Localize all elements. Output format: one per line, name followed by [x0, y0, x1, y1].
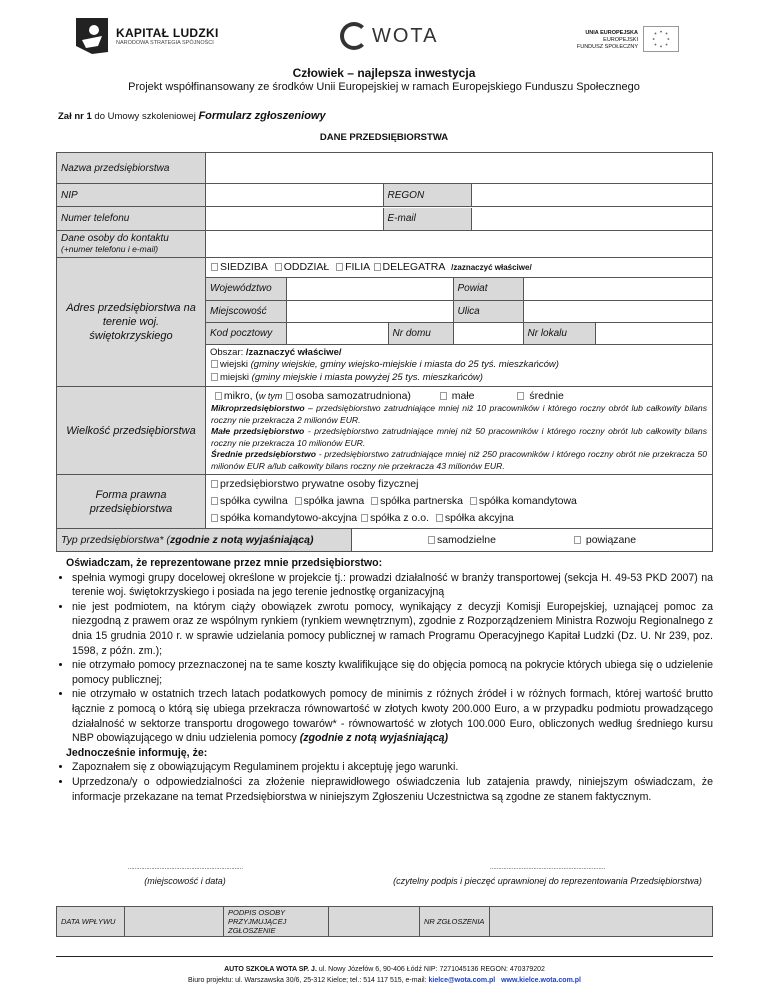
forma-opt-4: spółka komandytowa	[478, 495, 577, 507]
checkbox-forma-6[interactable]	[361, 514, 368, 522]
section-heading: DANE PRZEDSIĘBIORSTWA	[319, 132, 449, 143]
company-form-table	[56, 152, 713, 529]
attachment-line	[58, 110, 326, 122]
label-tel: Numer telefonu	[57, 207, 206, 231]
opt-siedziba: SIEDZIBA	[220, 261, 268, 273]
place-dots: ……………………………………………………………	[127, 865, 243, 871]
place-date-field[interactable]	[90, 862, 280, 888]
forma-opt-3: spółka partnerska	[380, 495, 463, 507]
label-typ-note: zgodnie z notą wyjaśniającą)	[169, 534, 314, 546]
checkbox-forma-1[interactable]	[211, 497, 218, 505]
decl-head: Oświadczam, że reprezentowane przez mnie przedsiębiorstwo:	[66, 557, 383, 569]
ulica-input[interactable]	[523, 300, 712, 322]
opt-oddzial: ODDZIAŁ	[283, 261, 330, 273]
forma-opt-6: spółka z o.o.	[370, 512, 430, 524]
zal-form: Formularz zgłoszeniowy	[198, 110, 326, 122]
nr-domu-input[interactable]	[453, 322, 523, 344]
label-powiat: Powiat	[453, 278, 523, 300]
opt-srednie: średnie	[529, 390, 564, 402]
decl-item: • spełnia wymogi grupy docelowej określone w projekcie tj.: prowadzi działalność w branży transportowej (sekcja H. 49-53 PKD 2007) na terenie woj. świętokrzyskiego i posiada na jego terenie jednostkę organizacyjną	[72, 571, 713, 600]
decl-item: • nie jest podmiotem, na którym ciąży obowiązek zwrotu pomocy, wynikający z decyzji Komisji Europejskiej, uznającej pomoc za niezgodną z prawem oraz ze wspólnym rynkiem (rynkiem wewnętrznym), zgodnie z Rozporządzeniem Ministra Rozwoju Regionalnego z dnia 15 grudnia 2010 r. w sprawie udzielania pomocy publicznej w ramach Programu Operacyjnego Kapitał Ludzki (Dz. U. Nr 239, poz. 1598, z późn. zm.);	[72, 600, 713, 658]
checkbox-forma-0[interactable]	[211, 480, 218, 488]
opt-mikro: mikro, (	[223, 390, 259, 402]
opt-filia: FILIA	[345, 261, 370, 273]
nip-input[interactable]	[206, 184, 383, 206]
footer-company: AUTO SZKOŁA WOTA SP. J.	[224, 966, 317, 973]
label-kontakt: Dane osoby do kontaktu	[61, 233, 169, 244]
label-regon: REGON	[383, 184, 471, 206]
w-tym: w tym	[258, 391, 283, 401]
label-typ: Typ przedsiębiorstwa* (	[61, 534, 170, 546]
checkbox-forma-7[interactable]	[436, 514, 443, 522]
ue-line3: FUNDUSZ SPOŁECZNY	[576, 44, 638, 50]
checkbox-powiazane[interactable]	[574, 536, 581, 544]
opt-samodzielne: samodzielne	[437, 534, 496, 546]
podpis-field[interactable]	[329, 907, 420, 937]
forma-opt-1: spółka cywilna	[220, 495, 288, 507]
obszar-label: Obszar:	[210, 346, 244, 358]
page-title: Człowiek – najlepsza inwestycja	[292, 66, 476, 80]
email-input[interactable]	[471, 208, 712, 230]
male-def-title: Małe przedsiębiorstwo	[211, 426, 305, 436]
checkbox-delegatra[interactable]	[374, 263, 381, 271]
signature-dots: ……………………………………………………………	[490, 865, 605, 871]
regon-input[interactable]	[471, 184, 712, 206]
footer-email-link[interactable]: kielce@wota.com.pl	[428, 977, 496, 984]
label-nip: NIP	[57, 184, 206, 207]
miejski-desc: (gminy miejskie i miasta powyżej 25 tys. mieszkańców)	[251, 371, 483, 383]
nazwa-input[interactable]	[206, 153, 713, 184]
forma-opt-7: spółka akcyjna	[444, 512, 514, 524]
opt-samozatrudniona: osoba samozatrudniona)	[295, 390, 411, 402]
checkbox-miejski[interactable]	[211, 373, 218, 381]
kl-subtitle: NARODOWA STRATEGIA SPÓJNOŚCI	[116, 40, 214, 46]
footer-office: Biuro projektu: ul. Warszawska 30/6, 25-312 Kielce; tel.: 514 117 515, e-mail:	[188, 977, 429, 984]
nr-lokalu-input[interactable]	[595, 322, 712, 344]
label-adres: Adres przedsiębiorstwa na terenie woj. świętokrzyskiego	[57, 258, 206, 387]
checkbox-forma-2[interactable]	[295, 497, 302, 505]
label-nr-lokalu: Nr lokalu	[523, 322, 595, 344]
checkbox-samodzielne[interactable]	[428, 536, 435, 544]
page-subtitle: Projekt współfinansowany ze środków Unii Europejskiej w ramach Europejskiego Funduszu Społecznego	[128, 81, 640, 93]
label-wojewodztwo: Województwo	[206, 278, 286, 300]
decl-item: • Uprzedzona/y o odpowiedzialności za złożenie nieprawidłowego oświadczenia lub zatajenia prawdy, niniejszym oświadczam, że informacje przekazane na temat Przedsiębiorstwa w niniejszym Zgłoszeniu Uczestnictwa są zgodne ze stanem faktycznym.	[72, 775, 713, 804]
checkbox-forma-3[interactable]	[371, 497, 378, 505]
checkbox-forma-4[interactable]	[470, 497, 477, 505]
footer	[56, 956, 713, 986]
mikro-def-title: Mikroprzedsiębiorstwo	[211, 403, 305, 413]
powiat-input[interactable]	[523, 278, 712, 300]
checkbox-oddzial[interactable]	[275, 263, 282, 271]
decl-item: • Zapoznałem się z obowiązującym Regulaminem projektu i akceptuję jego warunki.	[72, 760, 713, 775]
label-forma: Forma prawna przedsiębiorstwa	[57, 475, 206, 529]
kapital-ludzki-logo	[72, 16, 219, 56]
opt-male: małe	[451, 390, 475, 402]
kontakt-input[interactable]	[206, 231, 713, 258]
wiejski-desc: (gminy wiejskie, gminy wiejsko-miejskie i miasta do 25 tyś. mieszkańców)	[250, 359, 559, 370]
obszar-section	[206, 345, 712, 387]
forma-opt-5: spółka komandytowo-akcyjna	[220, 512, 358, 524]
label-wielkosc: Wielkość przedsiębiorstwa	[57, 387, 206, 475]
place-label: (miejscowość i data)	[144, 876, 226, 886]
obszar-note: /zaznaczyć właściwe/	[245, 346, 342, 358]
decl-head2: Jednocześnie informuję, że:	[66, 746, 208, 759]
checkbox-samozatrudniona[interactable]	[286, 392, 293, 400]
opt-delegatra: DELEGATRA	[382, 261, 446, 273]
checkbox-mikro[interactable]	[215, 392, 222, 400]
zal-mid: do Umowy szkoleniowej	[91, 111, 199, 122]
decl-item-4-note: (zgodnie z notą wyjaśniającą)	[299, 732, 449, 745]
zal-prefix: Zał nr 1	[58, 111, 92, 122]
checkbox-filia[interactable]	[336, 263, 343, 271]
forma-opt-0: przedsiębiorstwo prywatne osoby fizycznej	[220, 478, 419, 490]
office-use-table	[56, 906, 713, 937]
checkbox-wiejski[interactable]	[211, 360, 218, 368]
wota-logo	[340, 22, 439, 50]
kod-input[interactable]	[286, 322, 388, 344]
opt-miejski: miejski	[220, 371, 250, 383]
label-email: E-mail	[383, 208, 471, 230]
checkbox-srednie[interactable]	[517, 392, 524, 400]
label-data-wplywu: DATA WPŁYWU	[57, 907, 125, 937]
label-podpis: PODPIS OSOBY PRZYJMUJĄCEJ ZGŁOSZENIE	[224, 907, 329, 937]
typ-table	[56, 528, 713, 552]
forma-opt-2: spółka jawna	[303, 495, 365, 507]
kl-title: KAPITAŁ LUDZKI	[116, 26, 219, 40]
eu-flag-icon	[643, 26, 679, 52]
miejscowosc-input[interactable]	[286, 300, 453, 322]
opt-wiejski: wiejski	[220, 359, 248, 370]
checkbox-forma-5[interactable]	[211, 514, 218, 522]
ue-line2: EUROPEJSKI	[603, 37, 638, 43]
decl-item	[72, 687, 713, 745]
label-nr-zgloszenia: NR ZGŁOSZENIA	[420, 907, 490, 937]
kapital-ludzki-mark-icon	[72, 16, 110, 56]
tel-input[interactable]	[206, 208, 383, 230]
mikro-def: – przedsiębiorstwo zatrudniające mniej niż 10 pracowników i którego roczny obrót lub całkowity bilans roczny nie przekracza 2 milionów EUR.	[211, 403, 707, 425]
data-wplywu-field[interactable]	[125, 907, 224, 937]
wota-ring-icon	[340, 22, 368, 50]
signature-field[interactable]	[375, 862, 720, 888]
siedziba-options	[206, 258, 712, 278]
label-kontakt-sub: (+numer telefonu i e-mail)	[61, 244, 159, 254]
srednie-def-title: Średnie przedsiębiorstwo	[211, 449, 316, 459]
signature-label: (czytelny podpis i pieczęć uprawnionej do reprezentowania Przedsiębiorstwa)	[393, 876, 702, 886]
checkbox-siedziba[interactable]	[211, 263, 218, 271]
label-nr-domu: Nr domu	[388, 322, 453, 344]
ue-logo-text	[577, 30, 638, 51]
label-nazwa: Nazwa przedsiębiorstwa	[57, 153, 206, 184]
srednie-def: - przedsiębiorstwo zatrudniające mniej niż 250 pracowników i którego roczny obrót nie przekracza 50 milionów EUR a/lub całkowity bilans roczny nie przekracza 43 milionów EUR.	[211, 449, 707, 471]
checkbox-male[interactable]	[440, 392, 447, 400]
nr-zgloszenia-field[interactable]	[490, 907, 713, 937]
footer-address: ul. Nowy Józefów 6, 90-406 Łódź NIP: 7271045136 REGON: 470379202	[316, 966, 545, 973]
wota-text: WOTA	[372, 24, 439, 47]
decl-item: • nie otrzymało pomocy przeznaczonej na te same koszty kwalifikujące się do objęcia pomocą na pokrycie których ubiega się o udzielenie pomocy publicznej;	[72, 658, 713, 687]
opt-powiazane: powiązane	[585, 534, 637, 546]
male-def: - przedsiębiorstwo zatrudniające mniej niż 50 pracowników i którego roczny obrót lub całkowity bilans roczny nie przekracza 10 milionów EUR.	[211, 426, 707, 448]
decl-item-4-text: nie otrzymało w ostatnich trzech latach podatkowych pomocy de minimis z różnych źródeł i w różnych formach, której wartość brutto łącznie z pomocą o którą się ubiega przekracza równowartość w złotych kwoty 200.000 Euro, a w przypadku podmiotu prowadzącego działalność w sektorze transportu drogowego towarów* - równowartość w złotych 100.000 Euro, obliczonych według średniego kursu NBP obowiązującego w dniu udzielenia pomocy	[72, 688, 713, 745]
ue-line1: UNIA EUROPEJSKA	[585, 30, 638, 36]
zaznacz-note: /zaznaczyć właściwe/	[451, 263, 532, 272]
footer-www-link[interactable]: www.kielce.wota.com.pl	[501, 977, 581, 984]
label-ulica: Ulica	[453, 300, 523, 322]
wojewodztwo-input[interactable]	[286, 278, 453, 300]
label-kod: Kod pocztowy	[206, 322, 286, 344]
label-miejscowosc: Miejscowość	[206, 300, 286, 322]
declaration	[58, 556, 713, 804]
